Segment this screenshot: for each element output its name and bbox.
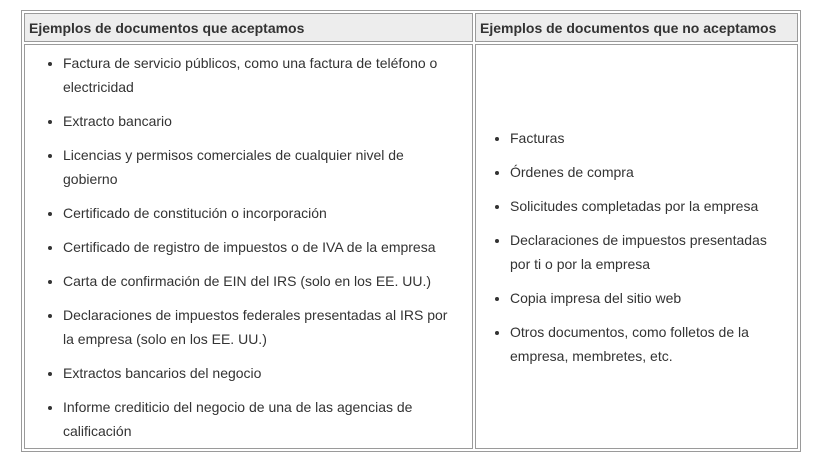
list-item: • Certificado de registro de impuestos o de IVA de la empresa (63, 235, 454, 259)
rejected-list (476, 126, 797, 368)
list-item: • Órdenes de compra (510, 160, 783, 184)
list-item: • Copia impresa del sitio web (510, 286, 783, 310)
list-item: • Carta de confirmación de EIN del IRS (solo en los EE. UU.) (63, 269, 454, 293)
documents-table (21, 10, 801, 452)
content-row (24, 44, 798, 449)
rejected-cell (475, 44, 798, 449)
accepted-header: Ejemplos de documentos que aceptamos (24, 13, 473, 42)
list-item: • Declaraciones de impuestos presentadas por ti o por la empresa (510, 228, 783, 276)
list-item: • Extracto bancario (63, 109, 454, 133)
accepted-cell (24, 44, 473, 449)
list-item: • Declaraciones de impuestos federales presentadas al IRS por la empresa (solo en los EE. UU.) (63, 303, 454, 351)
list-item: • Licencias y permisos comerciales de cualquier nivel de gobierno (63, 143, 454, 191)
list-item: • Informe crediticio del negocio de una de las agencias de calificación (63, 395, 454, 443)
accepted-list (25, 47, 472, 447)
list-item: • Factura de servicio públicos, como una factura de teléfono o electricidad (63, 51, 454, 99)
header-row (24, 13, 798, 42)
list-item: • Otros documentos, como folletos de la empresa, membretes, etc. (510, 320, 783, 368)
list-item: • Certificado de constitución o incorporación (63, 201, 454, 225)
rejected-header: Ejemplos de documentos que no aceptamos (475, 13, 798, 42)
list-item: • Extractos bancarios del negocio (63, 361, 454, 385)
list-item: • Solicitudes completadas por la empresa (510, 194, 783, 218)
list-item: • Facturas (510, 126, 783, 150)
